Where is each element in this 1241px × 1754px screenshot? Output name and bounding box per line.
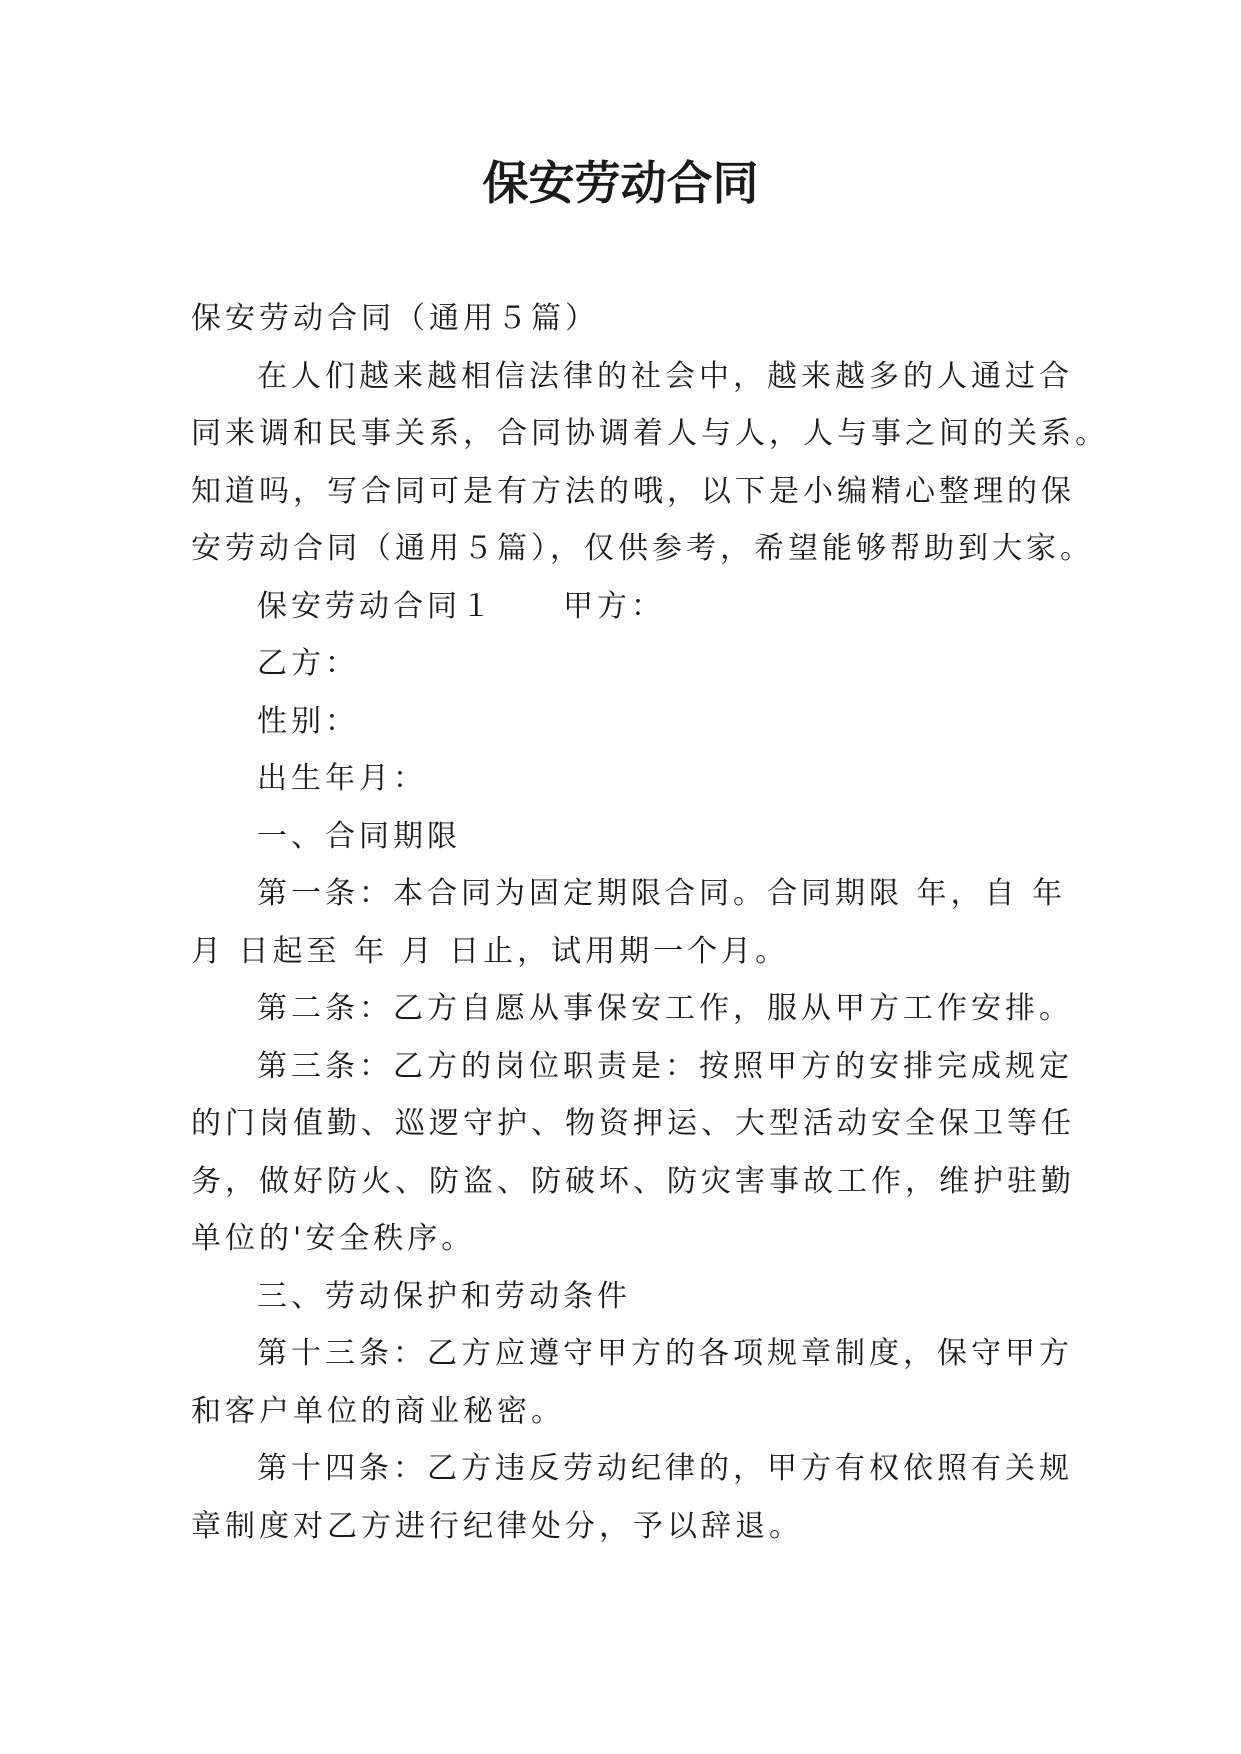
document-body bbox=[191, 290, 1109, 1555]
document-line: 同来调和民事关系，合同协调着人与人，人与事之间的关系。 bbox=[191, 416, 1109, 451]
document-line: 在人们越来越相信法律的社会中，越来越多的人通过合 bbox=[257, 358, 1073, 394]
document-line: 安劳动合同（通用５篇），仅供参考，希望能够帮助到大家。 bbox=[191, 531, 1094, 566]
document-line: 保安劳动合同（通用５篇） bbox=[191, 301, 599, 336]
document-line: 月 日起至 年 月 日止，试用期一个月。 bbox=[191, 933, 790, 969]
document-line: 出生年月： bbox=[257, 761, 427, 796]
document-line: 第一条：本合同为固定期限合同。合同期限 年，自 年 bbox=[257, 876, 1067, 911]
document-line: 保安劳动合同１ 甲方： bbox=[257, 588, 665, 624]
document-line: 务，做好防火、防盗、防破坏、防灾害事故工作，维护驻勤 bbox=[191, 1163, 1075, 1199]
document-line: 第十三条：乙方应遵守甲方的各项规章制度，保守甲方 bbox=[257, 1336, 1073, 1371]
document-line: 性别： bbox=[257, 703, 359, 739]
document-line: 一、合同期限 bbox=[257, 818, 461, 854]
document-line: 第十四条：乙方违反劳动纪律的，甲方有权依照有关规 bbox=[257, 1451, 1073, 1486]
document-line: 章制度对乙方进行纪律处分，予以辞退。 bbox=[191, 1508, 803, 1544]
document-title: 保安劳动合同 bbox=[482, 156, 759, 210]
document-line: 的门岗值勤、巡逻守护、物资押运、大型活动安全保卫等任 bbox=[191, 1106, 1075, 1141]
document-line: 知道吗，写合同可是有方法的哦，以下是小编精心整理的保 bbox=[191, 473, 1075, 509]
document-line: 三、劳动保护和劳动条件 bbox=[257, 1278, 631, 1314]
document-line: 单位的'安全秩序。 bbox=[191, 1221, 476, 1256]
document-line: 第二条：乙方自愿从事保安工作，服从甲方工作安排。 bbox=[257, 991, 1073, 1026]
document-line: 乙方： bbox=[257, 646, 359, 681]
document-line: 第三条：乙方的岗位职责是：按照甲方的安排完成规定 bbox=[257, 1048, 1073, 1084]
document-line: 和客户单位的商业秘密。 bbox=[191, 1393, 565, 1429]
